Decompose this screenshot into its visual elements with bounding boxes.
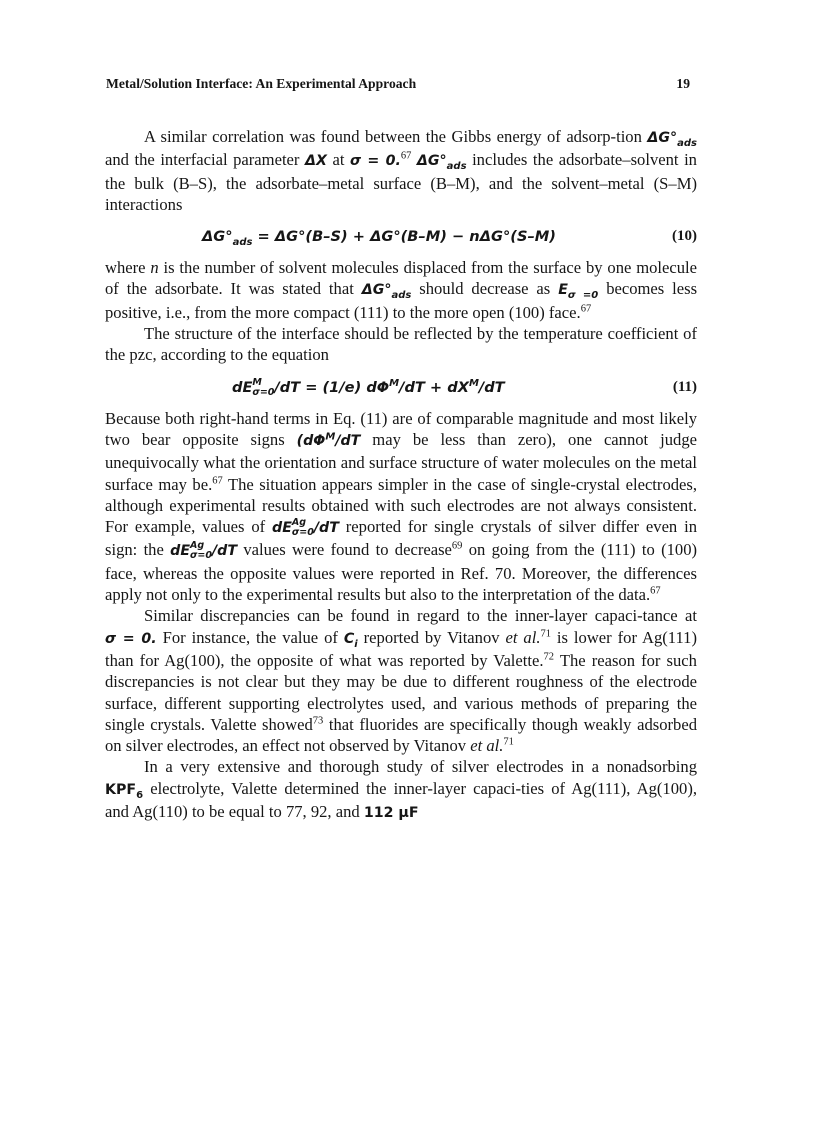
paragraph-2: where n is the number of solvent molecules displaced from the surface by one molecule of the adsorbate. It was stated that $\Delta G^\circ_{ads}$ should decrease as $E_{\sigma =0}$ becomes less positive, i.e., from the more compact (111) to the more open (100) face.$^{67}$ bbox=[105, 258, 698, 322]
math-dphi-dt: ($d\Phi^M/dT$ bbox=[296, 431, 361, 449]
math-dg-ads: $\Delta G^\circ_{ads}$ bbox=[647, 130, 697, 149]
math-dg-ads: $\Delta G^\circ_{ads}$ bbox=[361, 282, 412, 302]
math-e-sigma-zero: $E_{\sigma =0}$ bbox=[558, 282, 599, 302]
equation-11-number: (11) bbox=[672, 378, 697, 395]
equation-10-body: $\Delta G^\circ_{ads} = \Delta G^\circ(B-S) + \Delta G^\circ(B-M) - n\Delta G^\circ(S-M)$ bbox=[202, 228, 556, 249]
paragraph-3: The structure of the interface should be reflected by the temperature coefficient of the pzc, according to the equation bbox=[105, 324, 697, 365]
page-body bbox=[105, 126, 697, 824]
page-number: 19 bbox=[676, 76, 690, 91]
citation: 67 bbox=[400, 150, 412, 162]
math-kpf6: $KPF_6$ bbox=[105, 781, 144, 801]
equation-11 bbox=[105, 377, 697, 398]
math-de-ag-dt: dE Ag σ=0 /dT bbox=[272, 517, 339, 539]
running-title: Metal/Solution Interface: An Experimental Approach bbox=[106, 76, 417, 91]
running-header bbox=[106, 76, 698, 98]
math-sigma-zero: σ = 0. bbox=[350, 153, 401, 170]
equation-11-body: dE M σ=0 /dT = (1/e) $d\Phi^M/dT + dX^M/dT$ bbox=[232, 376, 505, 398]
math-sigma-zero: σ = 0. bbox=[105, 630, 157, 647]
paragraph-4: Because both right-hand terms in Eq. (11) are of comparable magnitude and most likely two bear opposite signs ($d\Phi^M/dT$ may be less than zero), one cannot judge unequivocally what the orientation and surface structure of water molecules on the metal surface may be.$^{67}$ The situation appears simpler in the case of single-crystal electrodes, although experimental results obtained with such electrodes are not always consistent. For example, values of dE Ag σ=0 /dT reported for single crystals of silver differ even in sign: the dE Ag σ=0 /dT values were found to decrease$^{69}$ on going from the (111) to (100) face, whereas the opposite values were reported in Ref. 70. Moreover, the differences apply not only to the experimental results but also to the interpretation of the data.$^{67}$ bbox=[105, 408, 698, 605]
math-dx: ΔX bbox=[305, 153, 327, 170]
equation-10 bbox=[105, 226, 697, 247]
paragraph-5: Similar discrepancies can be found in regard to the inner-layer capaci-tance at σ = 0. For instance, the value of $C_i$ reported by Vitanov et al.$^{71}$ is lower for Ag(111) than for Ag(100), the opposite of what was reported by Valette.$^{72}$ The reason for such discrepancies is not clear but they may be due to different roughness of the electrode surface, different supporting electrolytes used, and various methods of preparing the single crystals. Valette showed$^{73}$ that fluorides are specifically though weakly adsorbed on silver electrodes, an effect not observed by Vitanov et al.$^{71}$ bbox=[105, 606, 697, 756]
paragraph-1: A similar correlation was found between the Gibbs energy of adsorp-tion $\Delta G^\circ_{ads}$ and the interfacial parameter ΔX at σ = 0.67 $\Delta G^\circ_{ads}$ includes the adsorbate–solvent in the bulk (B–S), the adsorbate–metal surface (B–M), and the solvent–metal (S–M) interactions bbox=[105, 127, 697, 214]
paragraph-6: In a very extensive and thorough study of silver electrodes in a nonadsorbing $KPF_6$ electrolyte, Valette determined the inner-layer capaci-ties of Ag(111), Ag(100), and Ag(110) to be equal to 77, 92, and 112 μF bbox=[105, 757, 697, 822]
math-capacitance-value: 112 μF bbox=[363, 805, 419, 822]
math-de-ag-dt: dE Ag σ=0 /dT bbox=[170, 540, 238, 562]
equation-10-number: (10) bbox=[672, 228, 697, 245]
math-ci: $C_i$ bbox=[343, 630, 358, 650]
math-dg-ads: $\Delta G^\circ_{ads}$ bbox=[416, 153, 467, 173]
